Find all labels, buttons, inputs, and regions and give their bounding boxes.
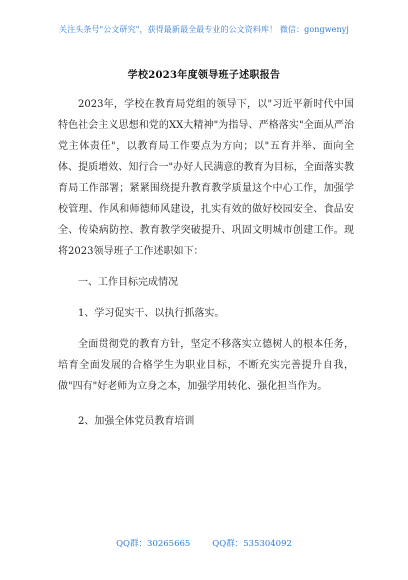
subheading-1: 1、学习促实干、以执行抓落实。 [78, 308, 225, 319]
section-heading-1: 一、工作目标完成情况 [78, 277, 178, 288]
document-title: 学校2023年度领导班子述职报告 [127, 70, 281, 81]
document-body [58, 94, 354, 432]
paragraph-body-1: 全面贯彻党的教育方针，坚定不移落实立德树人的根本任务，培育全面发展的合格学生为职业目标，不断充实完善提升自我，做"四有"好老师为立身之本，加强学用转化、强化担当作为。 [58, 339, 354, 392]
paragraph-intro: 2023年，学校在教育局党组的领导下，以"习近平新时代中国特色社会主义思想和党的XX大精神"为指导、严格落实"全面从严治党主体责任"，以教育局工作要点为方向；以"五育并举、面向全体、提质增效、知行合一"办好人民满意的教育为目标，全面落实教育局工作部署；紧紧围绕提升教育教学质量这个中心工作，加强学校管理、作风和师德师风建设，扎实有效的做好校园安全、食品安全、传染病防控、教育教学突破提升、巩固文明城市创建工作。现将2023领导班子工作述职如下： [58, 99, 354, 257]
footer-qq-right: QQ群：535304092 [212, 539, 292, 549]
footer-qq-left: QQ群：30265665 [116, 539, 191, 549]
subheading-2: 2、加强全体党员教育培训 [78, 416, 195, 427]
footer-bar [0, 537, 408, 549]
header-banner: 关注头条号"公文研究"，获得最新最全最专业的公文资料库！ 微信：gongwenyj [59, 25, 349, 34]
